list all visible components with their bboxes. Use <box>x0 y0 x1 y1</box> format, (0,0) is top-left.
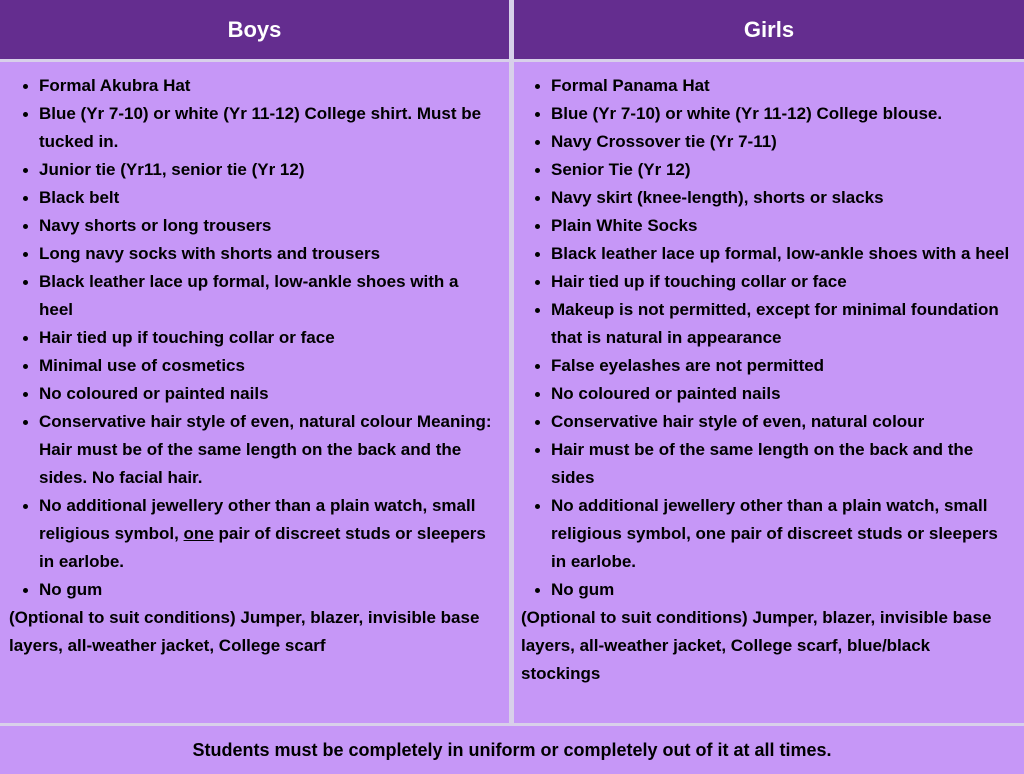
list-item: No additional jewellery other than a plain watch, small religious symbol, one pair of discreet studs or sleepers in earlobe. <box>551 492 1014 576</box>
list-item: No gum <box>39 576 497 604</box>
list-item: Junior tie (Yr11, senior tie (Yr 12) <box>39 156 497 184</box>
list-item: No gum <box>551 576 1014 604</box>
girls-cell <box>514 62 1024 723</box>
list-item: False eyelashes are not permitted <box>551 352 1014 380</box>
list-item: Blue (Yr 7-10) or white (Yr 11-12) College blouse. <box>551 100 1014 128</box>
list-item: Navy skirt (knee-length), shorts or slacks <box>551 184 1014 212</box>
list-item: Formal Akubra Hat <box>39 72 497 100</box>
list-item: Long navy socks with shorts and trousers <box>39 240 497 268</box>
girls-optional-note: (Optional to suit conditions) Jumper, blazer, invisible base layers, all-weather jacket, College scarf, blue/black stockings <box>521 608 992 683</box>
list-item: Navy shorts or long trousers <box>39 212 497 240</box>
list-item: Hair must be of the same length on the back and the sides <box>551 436 1014 492</box>
list-item: Minimal use of cosmetics <box>39 352 497 380</box>
list-item: No coloured or painted nails <box>551 380 1014 408</box>
list-item: Black leather lace up formal, low-ankle shoes with a heel <box>551 240 1014 268</box>
list-item: Conservative hair style of even, natural colour Meaning: Hair must be of the same length on the back and the sides. No facial hair. <box>39 408 497 492</box>
list-item: Senior Tie (Yr 12) <box>551 156 1014 184</box>
list-item: Blue (Yr 7-10) or white (Yr 11-12) College shirt. Must be tucked in. <box>39 100 497 156</box>
header-boys: Boys <box>0 0 509 59</box>
list-item: Hair tied up if touching collar or face <box>39 324 497 352</box>
list-item: Makeup is not permitted, except for minimal foundation that is natural in appearance <box>551 296 1014 352</box>
header-girls: Girls <box>514 0 1024 59</box>
list-item: Hair tied up if touching collar or face <box>551 268 1014 296</box>
list-item: Conservative hair style of even, natural colour <box>551 408 1014 436</box>
girls-list <box>521 72 1014 604</box>
list-item: Black leather lace up formal, low-ankle shoes with a heel <box>39 268 497 324</box>
jewellery-text-after: pair of discreet studs or sleepers in earlobe. <box>39 524 486 571</box>
boys-list <box>9 72 497 604</box>
jewellery-text-before: No additional jewellery other than a plain watch, small religious symbol, <box>39 496 476 543</box>
footer-note: Students must be completely in uniform or completely out of it at all times. <box>0 726 1024 774</box>
boys-optional-note: (Optional to suit conditions) Jumper, blazer, invisible base layers, all-weather jacket, College scarf <box>9 608 480 655</box>
list-item: Navy Crossover tie (Yr 7-11) <box>551 128 1014 156</box>
list-item: No coloured or painted nails <box>39 380 497 408</box>
jewellery-text-underlined: one <box>183 524 214 543</box>
list-item: Plain White Socks <box>551 212 1014 240</box>
list-item-jewellery <box>39 492 497 576</box>
boys-cell <box>0 62 509 723</box>
list-item: Formal Panama Hat <box>551 72 1014 100</box>
list-item: Black belt <box>39 184 497 212</box>
